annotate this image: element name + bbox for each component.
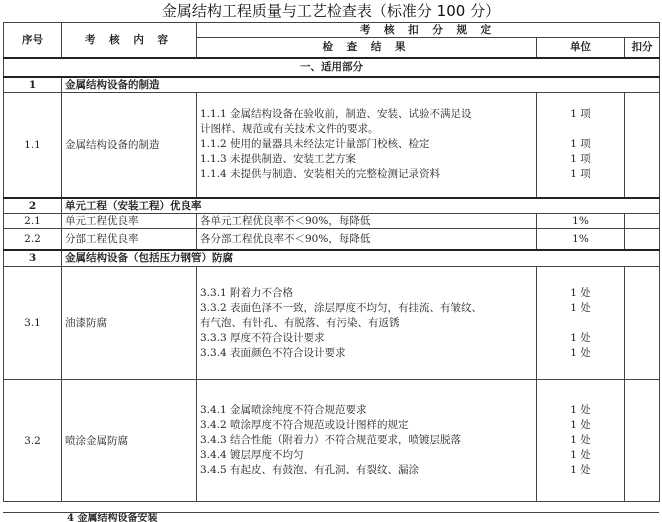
item-row: [4, 267, 660, 380]
header-deduct: 扣分: [625, 38, 660, 58]
header-unit: 单位: [537, 38, 625, 58]
result-line: 计图样、规范或有关技术文件的要求。: [200, 123, 379, 136]
unit-line: 1 处: [570, 404, 591, 416]
item-deduct: [625, 214, 660, 229]
result-line: 3.3.2 表面色泽不一致，涂层厚度不均匀，有挂流、有皱纹、: [200, 301, 483, 314]
unit-line: 1 处: [570, 434, 591, 446]
result-line: 1.1.4 未提供与制造、安装相关的完整检测记录资料: [200, 168, 441, 181]
item-no: 3.1: [4, 267, 62, 380]
item-content: 油漆防腐: [62, 267, 197, 380]
item-deduct: [625, 267, 660, 380]
unit-line: 1 项: [570, 153, 591, 166]
item-no: 1.1: [4, 92, 62, 198]
item-content: 分部工程优良率: [62, 229, 197, 250]
unit-line: 1 处: [570, 346, 591, 359]
group-row: [4, 198, 660, 214]
item-deduct: [625, 380, 660, 502]
result-line: 有气泡、有针孔、有脱落、有污染、有返锈: [200, 316, 400, 329]
truncated-row-text: 4 金属结构设备安装: [67, 513, 158, 522]
section-row: [4, 58, 660, 77]
result-line: 3.3.4 表面颜色不符合设计要求: [200, 346, 346, 359]
item-row: [4, 92, 660, 198]
item-units: [537, 267, 625, 380]
group-no: 1: [4, 77, 62, 93]
result-line: 3.4.2 喷涂厚度不符合规范或设计图样的规定: [200, 419, 409, 431]
unit-line: 1 项: [570, 108, 591, 121]
page-title: 金属结构工程质量与工艺检查表（标准分 100 分）: [161, 2, 501, 20]
item-results: [197, 92, 537, 198]
group-no: 2: [4, 198, 62, 214]
result-line: 3.4.4 镀层厚度不均匀: [200, 449, 304, 461]
item-content: 喷涂金属防腐: [62, 380, 197, 502]
group-row: [4, 250, 660, 267]
result-line: 1.1.3 未提供制造、安装工艺方案: [200, 153, 357, 166]
unit-line: 1 项: [570, 168, 591, 181]
unit-line: 1 处: [570, 331, 591, 344]
item-results: [197, 267, 537, 380]
item-unit: 1%: [537, 214, 625, 229]
unit-line: 1 处: [570, 286, 591, 299]
result-line: 3.4.1 金属喷涂纯度不符合规范要求: [200, 404, 367, 416]
header-result: 检 查 结 果: [197, 38, 537, 58]
item-units: [537, 92, 625, 198]
item-row: [4, 214, 660, 229]
item-deduct: [625, 229, 660, 250]
item-deduct: [625, 92, 660, 198]
item-unit: 1%: [537, 229, 625, 250]
item-row: [4, 229, 660, 250]
item-no: 2.1: [4, 214, 62, 229]
group-title: 金属结构设备的制造: [62, 77, 660, 93]
unit-line: 1 处: [570, 419, 591, 431]
group-title: 金属结构设备（包括压力钢管）防腐: [62, 250, 660, 267]
unit-line: 1 处: [570, 301, 591, 314]
unit-line: 1 项: [570, 138, 591, 151]
item-row: [4, 380, 660, 502]
section-general: 一、适用部分: [4, 58, 660, 77]
result-line: 3.4.3 结合性能（附着力）不符合规范要求，喷镀层脱落: [200, 434, 462, 446]
inspection-table: [3, 22, 660, 502]
group-title: 单元工程（安装工程）优良率: [62, 198, 660, 214]
result-line: 1.1.2 使用的量器具未经法定计量部门校核、检定: [200, 138, 430, 151]
header-exam-deduct: 考 核 扣 分 规 定: [197, 23, 660, 38]
result-line: 3.4.5 有起皮、有鼓泡、有孔洞、有裂纹、漏涂: [200, 464, 420, 476]
header-exam-content: 考 核 内 容: [62, 23, 197, 58]
item-result: 各分部工程优良率不＜90%，每降低: [197, 229, 537, 250]
item-content: 单元工程优良率: [62, 214, 197, 229]
header-row-1: [4, 23, 660, 38]
unit-line: [540, 316, 621, 331]
header-seq: 序号: [4, 23, 62, 58]
result-line: 3.3.1 附着力不合格: [200, 286, 294, 299]
item-no: 2.2: [4, 229, 62, 250]
unit-line: 1 处: [570, 464, 591, 476]
item-results: [197, 380, 537, 502]
group-row: [4, 77, 660, 93]
result-line: 3.3.3 厚度不符合设计要求: [200, 331, 325, 344]
group-no: 3: [4, 250, 62, 267]
item-no: 3.2: [4, 380, 62, 502]
result-line: 1.1.1 金属结构设备在验收前，制造、安装、试验不满足设: [200, 108, 472, 121]
item-content: 金属结构设备的制造: [62, 92, 197, 198]
unit-line: [540, 122, 621, 137]
item-result: 各单元工程优良率不＜90%，每降低: [197, 214, 537, 229]
unit-line: 1 处: [570, 449, 591, 461]
item-units: [537, 380, 625, 502]
